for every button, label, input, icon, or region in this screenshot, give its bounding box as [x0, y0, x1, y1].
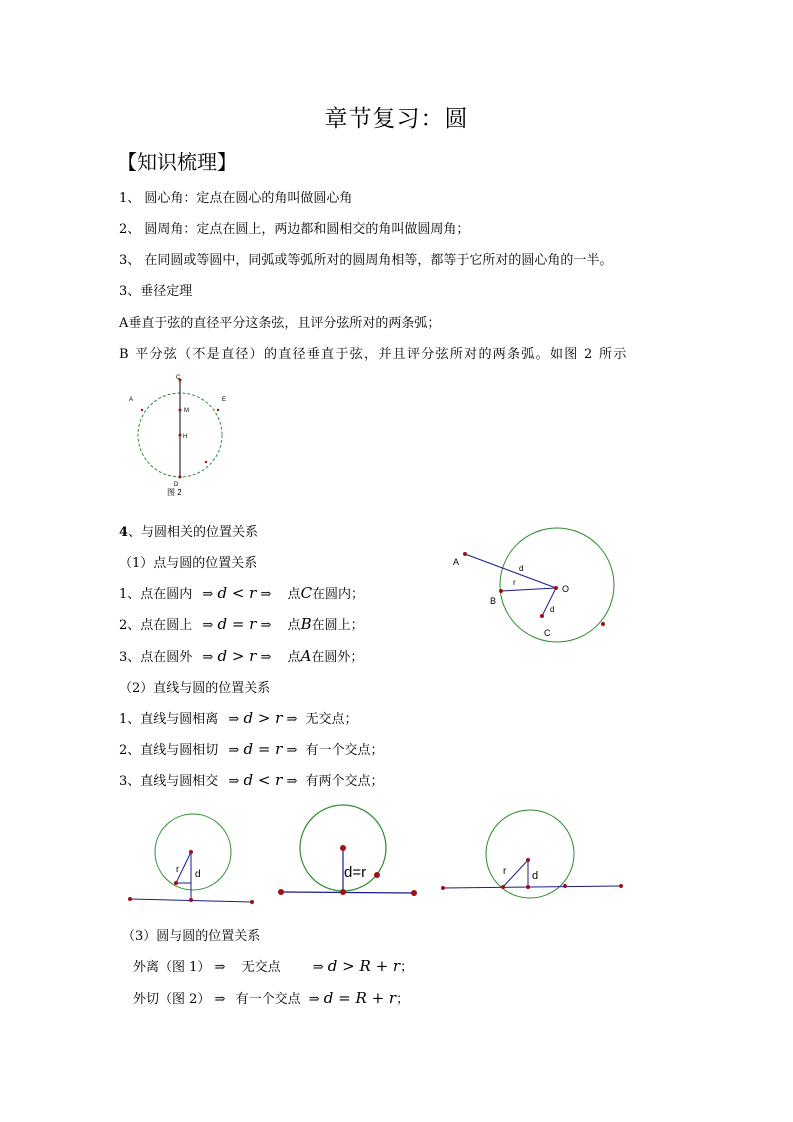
c2-arrow-1: ⇒	[214, 992, 226, 1007]
fig5-circle	[486, 810, 574, 898]
q2-arrow-1: ⇒	[228, 743, 240, 758]
circle-external-row	[133, 956, 413, 975]
c2-relation: d = R + r	[323, 989, 397, 1007]
p1-point-word: 点	[287, 587, 301, 602]
p1-suffix: 在圆内；	[312, 587, 365, 602]
sec4-sub2: （2）直线与圆的位置关系	[119, 681, 271, 696]
p1-relation: d < r	[217, 584, 257, 602]
p1-point: C	[300, 584, 313, 602]
q1-prefix: 1、直线与圆相离	[119, 712, 219, 727]
sec4-sub3: （3）圆与圆的位置关系	[122, 929, 261, 944]
p3-point-word: 点	[287, 650, 301, 665]
line-tangent-row	[119, 739, 384, 758]
fig3-label-r: r	[176, 864, 179, 874]
point-outside-row	[119, 646, 363, 665]
figure-line-tangent	[276, 800, 421, 900]
p2-point-word: 点	[287, 618, 301, 633]
fig1-label-c: C	[176, 375, 181, 381]
p2-arrow-1: ⇒	[202, 618, 214, 633]
c1-mid: 无交点	[241, 960, 281, 975]
fig1-label-m: M	[184, 408, 189, 414]
fig1-label-h: H	[183, 434, 188, 440]
q3-relation: d < r	[243, 771, 283, 789]
c2-arrow-2: ⇒	[308, 992, 320, 1007]
q2-prefix: 2、直线与圆相切	[119, 743, 219, 758]
c2-end: ；	[396, 992, 410, 1007]
fig2-label-o: O	[562, 584, 570, 594]
p2-prefix: 2、点在圆上	[119, 618, 193, 633]
circle-tangent-row	[133, 988, 409, 1007]
item-central-angle: 1、 圆心角：定点在圆心的角叫做圆心角	[119, 191, 353, 206]
q3-arrow-2: ⇒	[286, 774, 298, 789]
q1-arrow-2: ⇒	[286, 712, 298, 727]
figure-line-separate	[125, 810, 260, 910]
q1-suffix: 无交点；	[305, 712, 358, 727]
figure-point-circle	[450, 525, 620, 645]
p2-relation: d = r	[217, 615, 257, 633]
fig1-label-d: D	[174, 482, 179, 488]
p3-point: A	[300, 647, 312, 665]
q2-arrow-2: ⇒	[286, 743, 298, 758]
fig1-caption: 图 2	[167, 488, 182, 497]
fig3-label-d: d	[195, 869, 201, 880]
line-separate-row	[119, 708, 358, 727]
item-theorem-b: B 平分弦（不是直径）的直径垂直于弦，并且评分弦所对的两条弧。如图 2 所示	[119, 347, 628, 362]
c2-prefix: 外切（图 2）	[133, 992, 211, 1007]
fig5-label-d: d	[532, 870, 539, 882]
fig1-label-a: A	[129, 397, 134, 403]
point-inside-row	[119, 583, 364, 602]
fig2-label-b: B	[490, 596, 497, 606]
figure-line-intersect	[440, 808, 630, 908]
q3-arrow-1: ⇒	[228, 774, 240, 789]
item-arc-theorem: 3、 在同圆或等圆中，同弧或等弧所对的圆周角相等，都等于它所对的圆心角的一半。	[119, 253, 613, 268]
q3-suffix: 有两个交点；	[305, 774, 384, 789]
p3-relation: d > r	[217, 647, 257, 665]
c2-mid: 有一个交点	[235, 992, 301, 1007]
p3-arrow-1: ⇒	[202, 650, 214, 665]
fig4-label-eq: d=r	[344, 864, 367, 881]
q3-prefix: 3、直线与圆相交	[119, 774, 219, 789]
c1-end: ；	[400, 960, 414, 975]
item-theorem-a: A垂直于弦的直径平分这条弦，且评分弦所对的两条弧；	[119, 316, 441, 331]
fig2-label-r: r	[513, 578, 516, 587]
p3-prefix: 3、点在圆外	[119, 650, 193, 665]
fig5-label-r: r	[503, 866, 507, 877]
c1-prefix: 外离（图 1）	[133, 960, 211, 975]
p3-suffix: 在圆外；	[311, 650, 364, 665]
page-title: 章节复习：圆	[324, 106, 469, 132]
section-heading: 【知识梳理】	[117, 150, 237, 174]
p2-arrow-2: ⇒	[260, 618, 272, 633]
fig2-circle	[500, 528, 614, 642]
fig2-label-c: C	[544, 628, 551, 638]
c1-relation: d > R + r	[327, 957, 401, 975]
p2-suffix: 在圆上；	[311, 618, 364, 633]
q2-suffix: 有一个交点；	[305, 743, 384, 758]
fig1-label-e: E	[222, 397, 227, 403]
item-perpendicular-theorem: 3、垂径定理	[119, 284, 193, 299]
item-inscribed-angle: 2、 圆周角：定点在圆上，两边都和圆相交的角叫做圆周角；	[119, 222, 470, 237]
p3-arrow-2: ⇒	[260, 650, 272, 665]
sec4-heading-num: 4	[119, 525, 129, 540]
fig2-label-d2: d	[550, 605, 555, 614]
sec4-sub1: （1）点与圆的位置关系	[119, 556, 258, 571]
c1-arrow-2: ⇒	[312, 960, 324, 975]
q1-arrow-1: ⇒	[228, 712, 240, 727]
sec4-heading	[119, 521, 258, 540]
fig2-label-d1: d	[519, 564, 524, 573]
figure-perpendicular-diameter	[120, 370, 240, 500]
p2-point: B	[300, 615, 312, 633]
c1-arrow-1: ⇒	[214, 960, 226, 975]
p1-arrow-1: ⇒	[202, 587, 214, 602]
sec4-heading-text: 、与圆相关的位置关系	[128, 525, 259, 540]
point-on-row	[119, 614, 364, 633]
fig2-label-a: A	[453, 557, 460, 567]
line-intersect-row	[119, 770, 384, 789]
q1-relation: d > r	[243, 709, 283, 727]
q2-relation: d = r	[243, 740, 283, 758]
p1-arrow-2: ⇒	[260, 587, 272, 602]
p1-prefix: 1、点在圆内	[119, 587, 193, 602]
